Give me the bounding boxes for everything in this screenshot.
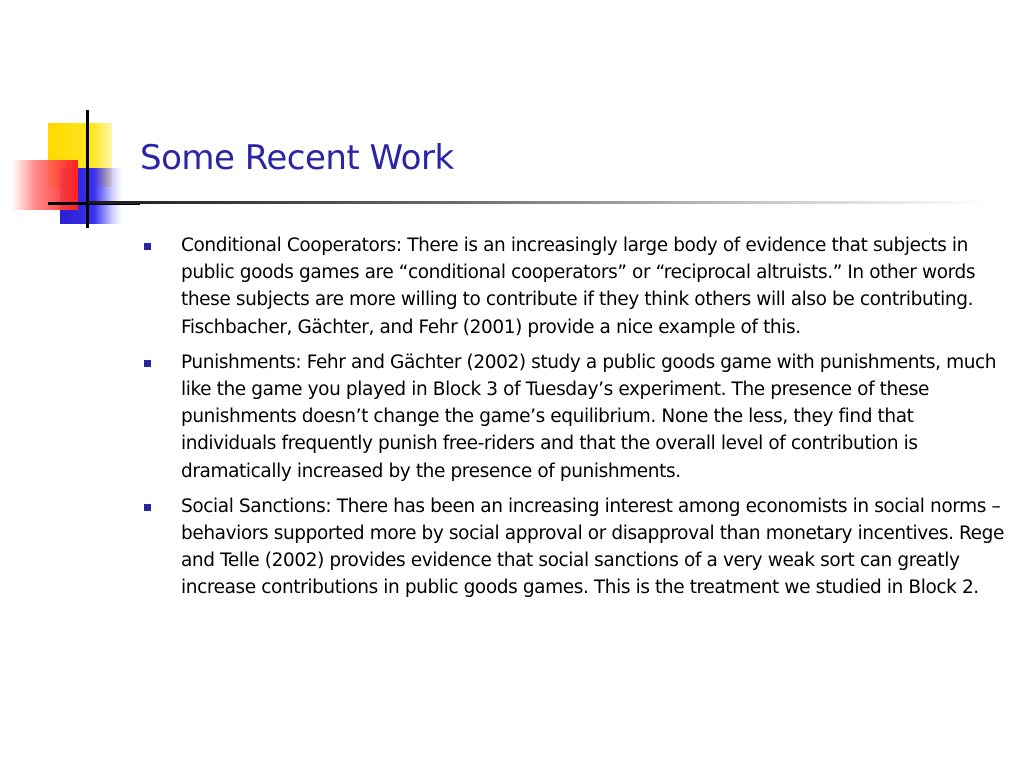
bullet-text: Social Sanctions: There has been an increasing interest among economists in social norms – behaviors supported more by social approval or disapproval than monetary incentives. Rege and Telle (2002) provides evidence that social sanctions of a very weak sort can greatly increase contributions in public goods games. This is the treatment we studied in Block 2. [181,495,1004,599]
bullet-list [140,232,1010,610]
decor-vertical-line [86,110,89,228]
bullet-square-icon [144,243,151,250]
bullet-item-social-sanctions [140,493,1010,602]
bullet-text: Conditional Cooperators: There is an increasingly large body of evidence that subjects in public goods games are “conditional cooperators” or “reciprocal altruists.” In other words these subjects are more willing to contribute if they think others will also be contributing. Fischbacher, Gächter, and Fehr (2001) provide a nice example of this. [181,235,976,338]
title-underline [88,201,988,204]
bullet-square-icon [144,504,151,511]
slide-title: Some Recent Work [140,138,454,178]
bullet-square-icon [144,360,151,367]
bullet-item-conditional-cooperators [140,232,1010,341]
bullet-item-punishments [140,349,1010,485]
bullet-text: Punishments: Fehr and Gächter (2002) study a public goods game with punishments, much like the game you played in Block 3 of Tuesday’s experiment. The presence of these punishments doesn’t change the game’s equilibrium. None the less, they find that individuals frequently punish free-riders and that the overall level of contribution is dramatically increased by the presence of punishments. [181,351,997,482]
